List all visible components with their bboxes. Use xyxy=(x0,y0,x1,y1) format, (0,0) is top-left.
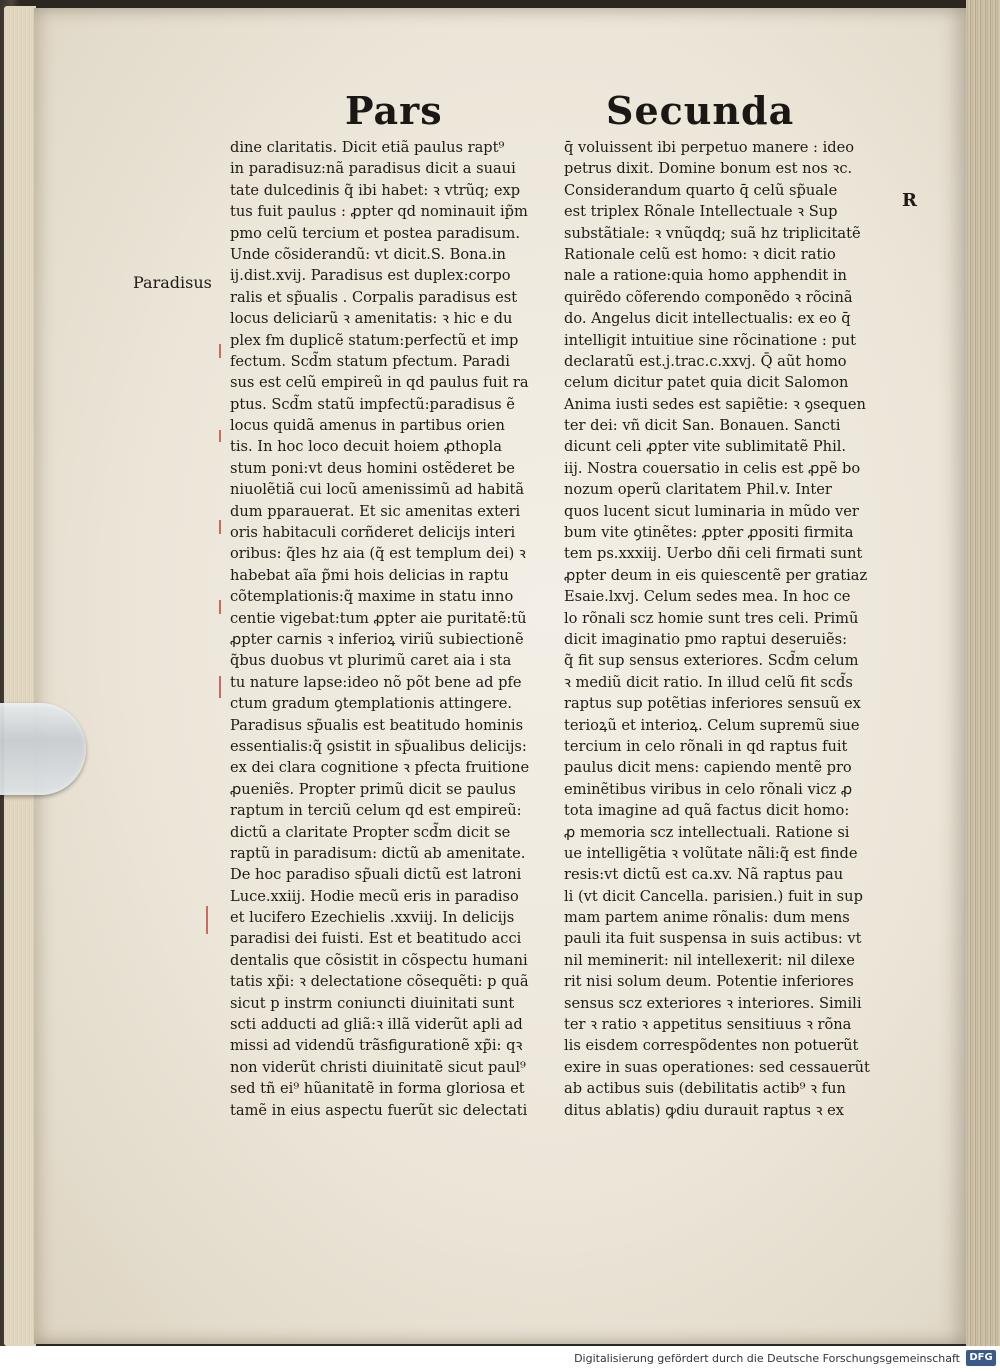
text-line: dine claritatis. Dicit etiã paulus rapt⁹ xyxy=(230,139,505,156)
text-line: tem ps.xxxiij. Uerbo dñi celi firmati sunt xyxy=(564,545,863,563)
text-line: lis eisdem correspõdentes non potuerũt xyxy=(564,1037,859,1055)
text-line: sus est celũ empireũ in qd paulus fuit ra xyxy=(230,374,529,392)
text-line: nil meminerit: nil intellexerit: nil dilexe xyxy=(564,951,855,969)
rubrication-mark xyxy=(219,520,221,534)
text-line: petrus dixit. Domine bonum est nos ꝛc. xyxy=(564,160,853,178)
dfg-logo: DFG xyxy=(966,1350,996,1366)
margin-note-r: R xyxy=(902,190,917,211)
text-line: q̃ fit sup sensus exteriores. Scd̃m celum xyxy=(564,652,859,670)
text-line: ter dei: vñ dicit San. Bonauen. Sancti xyxy=(564,417,841,435)
running-header-right: Secunda xyxy=(606,88,795,133)
text-line: ptus. Scd̃m statũ impfectũ:paradisus ẽ xyxy=(230,395,515,413)
text-line: stum poni:vt deus homini ostẽderet be xyxy=(230,459,515,477)
text-line: dentalis que cõsistit in cõspectu humani xyxy=(230,951,528,969)
text-line: locus quidã amenus in partibus orien xyxy=(230,417,505,435)
text-line: ꝓpter carnis ꝛ inferioꝝ viriũ subiectionẽ xyxy=(230,630,524,648)
rubrication-mark xyxy=(219,676,221,698)
text-line: do. Angelus dicit intellectualis: ex eo q̄ xyxy=(564,310,851,328)
text-line: sed tñ ei⁹ hũanitatẽ in forma gloriosa et xyxy=(230,1080,525,1098)
text-line: rit nisi solum deum. Potentie inferiores xyxy=(564,973,854,991)
text-line: pmo celũ tercium et postea paradisum. xyxy=(230,224,521,242)
text-line: ꝓueniẽs. Propter primũ dicit se paulus xyxy=(230,780,516,798)
text-column-right xyxy=(564,137,894,1121)
text-line: plex ẜm duplicẽ statum:perfectũ et imp xyxy=(230,331,519,349)
text-line: raptũ in paradisum: dictũ ab amenitate. xyxy=(230,844,526,862)
text-line: scti adducti ad gliã:ꝛ illã viderũt apli ad xyxy=(230,1016,523,1034)
text-line: substãtiale: ꝛ vnũqdq; suã hz triplicitatẽ xyxy=(564,224,861,242)
text-line: tamẽ in eius aspectu fuerũt sic delectati xyxy=(230,1101,528,1119)
text-line: dicunt celi ꝓpter vite sublimitatẽ Phil. xyxy=(564,438,847,456)
text-line: quirẽdo cõferendo componẽdo ꝛ rõcinã xyxy=(564,288,853,306)
text-line: tu nature lapse:ideo nõ põt bene ad pfe xyxy=(230,673,522,691)
funding-credit: Digitalisierung gefördert durch die Deutsche Forschungsgemeinschaft xyxy=(574,1352,960,1365)
text-line: Considerandum quarto q̄ celũ sp̃uale xyxy=(564,181,838,199)
text-line: mam partem anime rõnalis: dum mens xyxy=(564,909,850,927)
text-line: dictũ a claritate Propter scd̃m dicit se xyxy=(230,823,511,841)
text-line: ter ꝛ ratio ꝛ appetitus sensitiuus ꝛ rõna xyxy=(564,1016,852,1034)
text-line: et lucifero Ezechielis .xxviij. In delicijs xyxy=(230,909,515,927)
text-line: raptus sup potẽtias inferiores sensuũ ex xyxy=(564,695,861,713)
footer-bar xyxy=(0,1346,1000,1372)
text-column-left xyxy=(230,137,550,1121)
text-line: nale a ratione:quia homo apphendit in xyxy=(564,267,847,285)
text-line: tate dulcedinis q̃ ibi habet: ꝛ vtrũq; exp xyxy=(230,181,521,199)
text-line: quos lucent sicut luminaria in mũdo ver xyxy=(564,502,859,520)
text-line: tota imagine ad quã factus dicit homo: xyxy=(564,802,850,820)
text-line: q̃bus duobus vt plurimũ caret aia i sta xyxy=(230,652,512,670)
text-line: oribus: q̃les hz aia (q̃ est templum dei) ꝛ xyxy=(230,545,526,563)
text-line: ralis et sp̃ualis . Corpalis paradisus est xyxy=(230,288,518,306)
text-line: Rationale celũ est homo: ꝛ dicit ratio xyxy=(564,245,836,263)
text-line: paulus dicit mens: capiendo mentẽ pro xyxy=(564,759,852,777)
rubrication-mark xyxy=(219,600,221,614)
text-line: oris habitaculi corñderet delicijs interi xyxy=(230,524,516,542)
margin-note-paradisus: Paradisus xyxy=(133,273,212,292)
text-line: nozum operũ claritatem Phil.v. Inter xyxy=(564,481,832,499)
text-line: missi ad videndũ trãsfigurationẽ xp̃i: qꝛ xyxy=(230,1037,523,1055)
text-line: dicit imaginatio pmo raptui deseruiẽs: xyxy=(564,630,848,648)
text-line: li (vt dicit Cancella. parisien.) fuit in sup xyxy=(564,887,863,905)
text-line: ab actibus suis (debilitatis actib⁹ ꝛ fun xyxy=(564,1080,846,1098)
text-line: tis. In hoc loco decuit hoiem ꝓthopla xyxy=(230,438,502,456)
text-line: lo rõnali scz homie sunt tres celi. Primũ xyxy=(564,609,859,627)
book-page-edges-right xyxy=(966,0,1000,1350)
text-line: Esaie.lxvj. Celum sedes mea. In hoc ce xyxy=(564,588,851,606)
text-line: locus deliciarũ ꝛ amenitatis: ꝛ hic e du xyxy=(230,310,513,328)
text-line: Paradisus sp̃ualis est beatitudo hominis xyxy=(230,716,524,734)
text-line: non viderũt christi diuinitatẽ sicut paul⁹ xyxy=(230,1058,526,1076)
book-page-edges-left xyxy=(4,6,36,1346)
text-line: sicut p instrm coniuncti diuinitati sunt xyxy=(230,994,515,1012)
text-line: declaratũ est.j.trac.c.xxvj. Q̄ aũt homo xyxy=(564,352,847,370)
text-line: exire in suas operationes: sed cessauerũt xyxy=(564,1058,870,1076)
text-line: iij. Nostra couersatio in celis est ꝓpẽ bo xyxy=(564,459,861,477)
text-line: habebat aĩa p̃mi hois delicias in raptu xyxy=(230,566,509,584)
text-line: tatis xp̃i: ꝛ delectatione cõsequẽti: p quã xyxy=(230,973,529,991)
text-line: in paradisuz:nã paradisus dicit a suaui xyxy=(230,160,516,178)
text-line: fectum. Scd̃m statum pfectum. Paradi xyxy=(230,352,510,370)
text-line: ꝓ memoria scz intellectuali. Ratione si xyxy=(564,823,850,841)
rubrication-mark xyxy=(219,344,221,358)
text-line: essentialis:q̃ ꝯsistit in sp̃ualibus delicijs: xyxy=(230,737,527,755)
rubrication-mark xyxy=(219,430,221,442)
text-line: ditus ablatis) ꝙdiu durauit raptus ꝛ ex xyxy=(564,1101,844,1119)
text-line: resis:vt dictũ est ca.xv. Nã raptus pau xyxy=(564,866,844,884)
text-line: est triplex Rõnale Intellectuale ꝛ Sup xyxy=(564,203,838,221)
text-line: tercium in celo rõnali in qd raptus fuit xyxy=(564,737,848,755)
text-line: ctum gradum ꝯtemplationis attingere. xyxy=(230,695,513,713)
text-line: Unde cõsiderandũ: vt dicit.S. Bona.in xyxy=(230,245,506,263)
text-line: celum dicitur patet quia dicit Salomon xyxy=(564,374,849,392)
text-line: ꝓpter deum in eis quiescentẽ per gratiaz xyxy=(564,566,868,584)
text-line: Anima iusti sedes est sapiẽtie: ꝛ ꝯsequen xyxy=(564,395,866,413)
text-line: paradisi dei fuisti. Est et beatitudo acci xyxy=(230,930,522,948)
text-line: tus fuit paulus : ꝓpter qd nominauit ip̃m xyxy=(230,203,528,221)
text-line: bum vite ꝯtinẽtes: ꝓpter ꝓpositi firmita xyxy=(564,524,854,542)
text-line: ꝛ mediũ dicit ratio. In illud celũ fit scd̃s xyxy=(564,673,853,691)
text-line: ue intelligẽtia ꝛ volũtate nãli:q̃ est finde xyxy=(564,844,858,862)
text-line: intelligit intuitiue sine rõcinatione : put xyxy=(564,331,856,349)
text-line: eminẽtibus viribus in celo rõnali vicz ꝓ xyxy=(564,780,853,798)
text-line: centie vigebat:tum ꝓpter aie puritatẽ:tũ xyxy=(230,609,527,627)
text-line: terioꝝũ et interioꝝ. Celum supremũ siue xyxy=(564,716,860,734)
text-line: raptum in terciũ celum qd est empireũ: xyxy=(230,802,522,820)
text-line: ex dei clara cognitione ꝛ pfecta fruitione xyxy=(230,759,530,777)
text-line: ij.dist.xvij. Paradisus est duplex:corpo xyxy=(230,267,511,285)
text-line: dum pparauerat. Et sic amenitas exteri xyxy=(230,502,521,520)
text-line: pauli ita fuit suspensa in suis actibus: vt xyxy=(564,930,862,948)
text-line: q̄ voluissent ibi perpetuo manere : ideo xyxy=(564,139,855,156)
text-line: De hoc paradiso sp̃uali dictũ est latroni xyxy=(230,866,522,884)
text-line: Luce.xxiij. Hodie mecũ eris in paradiso xyxy=(230,887,519,905)
text-line: sensus scz exteriores ꝛ interiores. Simili xyxy=(564,994,862,1012)
text-line: niuolẽtiã cui locũ amenissimũ ad habitã xyxy=(230,481,525,499)
rubrication-mark xyxy=(206,906,208,934)
running-header-left: Pars xyxy=(345,88,443,133)
text-line: cõtemplationis:q̃ maxime in statu inno xyxy=(230,588,514,606)
